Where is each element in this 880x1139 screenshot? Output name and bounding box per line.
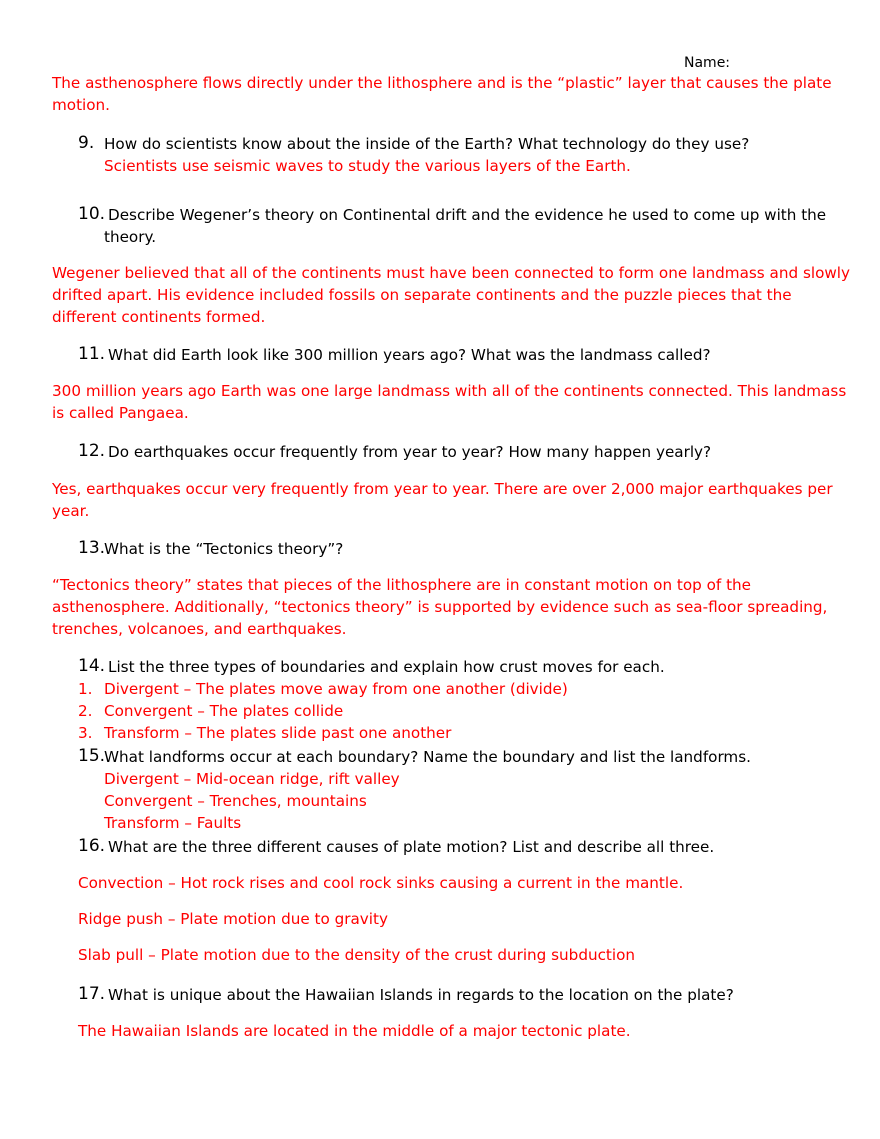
q10-answer-line-3: different continents formed. <box>52 308 266 326</box>
q16-answer-convection: Convection – Hot rock rises and cool rock sinks causing a current in the mantle. <box>78 874 684 892</box>
q10-question-line-1: Describe Wegener’s theory on Continental drift and the evidence he used to come up with the <box>108 206 827 224</box>
q12-answer-line-1: Yes, earthquakes occur very frequently from year to year. There are over 2,000 major earthquakes per <box>52 480 833 498</box>
q16-number: 16. <box>78 836 106 856</box>
intro-line-1: The asthenosphere flows directly under the lithosphere and is the “plastic” layer that causes the plate <box>52 74 832 92</box>
q10-number: 10. <box>78 204 106 224</box>
q12-number: 12. <box>78 441 106 461</box>
q14-question: List the three types of boundaries and explain how crust moves for each. <box>108 658 665 676</box>
q11-answer-line-1: 300 million years ago Earth was one large landmass with all of the continents connected. This landmass <box>52 382 847 400</box>
q16-answer-ridge-push: Ridge push – Plate motion due to gravity <box>78 910 388 928</box>
q15-answer-convergent: Convergent – Trenches, mountains <box>104 792 367 810</box>
q15-answer-transform: Transform – Faults <box>104 814 242 832</box>
q14-number: 14. <box>78 656 106 676</box>
name-label: Name: <box>684 55 731 71</box>
q14-item-2-text: Convergent – The plates collide <box>104 702 344 720</box>
q13-answer-line-1: “Tectonics theory” states that pieces of the lithosphere are in constant motion on top of the <box>52 576 752 594</box>
q13-answer-line-3: trenches, volcanoes, and earthquakes. <box>52 620 347 638</box>
q15-number: 15. <box>78 746 106 766</box>
q9-answer: Scientists use seismic waves to study the various layers of the Earth. <box>104 157 631 175</box>
q14-item-2-number: 2. <box>78 702 93 720</box>
q11-question: What did Earth look like 300 million years ago? What was the landmass called? <box>108 346 711 364</box>
q16-question: What are the three different causes of plate motion? List and describe all three. <box>108 838 715 856</box>
q14-item-1-number: 1. <box>78 680 93 698</box>
q13-answer-line-2: asthenosphere. Additionally, “tectonics theory” is supported by evidence such as sea-floor spreading, <box>52 598 828 616</box>
q13-question: What is the “Tectonics theory”? <box>104 540 344 558</box>
q11-answer-line-2: is called Pangaea. <box>52 404 189 422</box>
intro-line-2: motion. <box>52 96 111 114</box>
q12-question: Do earthquakes occur frequently from year to year? How many happen yearly? <box>108 443 712 461</box>
q14-item-1-text: Divergent – The plates move away from one another (divide) <box>104 680 568 698</box>
q14-item-3-text: Transform – The plates slide past one another <box>104 724 452 742</box>
q9-number: 9. <box>78 133 95 153</box>
q10-answer-line-1: Wegener believed that all of the continents must have been connected to form one landmass and slowly <box>52 264 851 282</box>
q15-question: What landforms occur at each boundary? Name the boundary and list the landforms. <box>104 748 751 766</box>
q17-question: What is unique about the Hawaiian Islands in regards to the location on the plate? <box>108 986 734 1004</box>
q14-item-3-number: 3. <box>78 724 93 742</box>
q9-question: How do scientists know about the inside of the Earth? What technology do they use? <box>104 135 750 153</box>
q12-answer-line-2: year. <box>52 502 90 520</box>
q16-answer-slab-pull: Slab pull – Plate motion due to the density of the crust during subduction <box>78 946 636 964</box>
q13-number: 13. <box>78 538 106 558</box>
q17-number: 17. <box>78 984 106 1004</box>
q17-answer: The Hawaiian Islands are located in the middle of a major tectonic plate. <box>78 1022 631 1040</box>
q10-question-line-2: theory. <box>104 228 157 246</box>
q15-answer-divergent: Divergent – Mid-ocean ridge, rift valley <box>104 770 400 788</box>
q10-answer-line-2: drifted apart. His evidence included fossils on separate continents and the puzzle pieces that the <box>52 286 792 304</box>
q11-number: 11. <box>78 344 106 364</box>
